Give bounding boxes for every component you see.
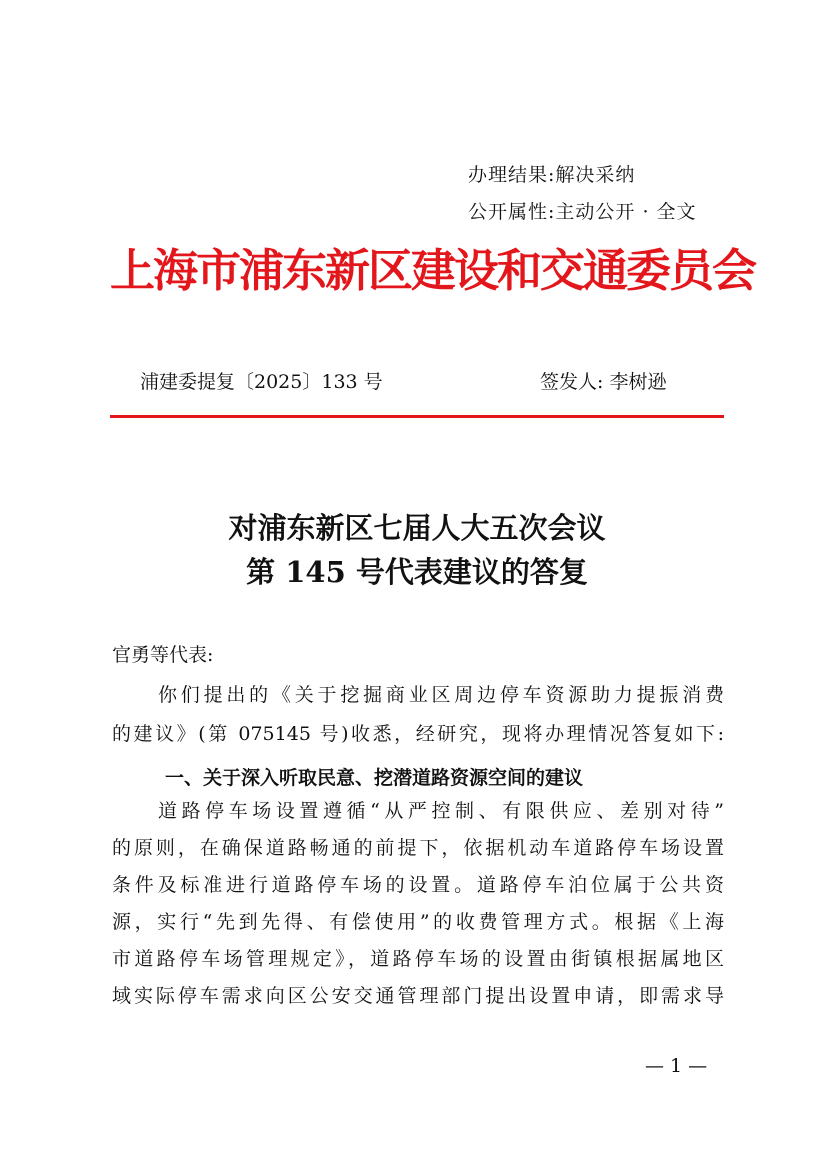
paragraph-line: 市道路停车场管理规定》，道路停车场的设置由街镇根据属地区 [112,948,724,970]
paragraph-line: 条件及标准进行道路停车场的设置。道路停车泊位属于公共资 [112,874,724,896]
paragraph-line: 域实际停车需求向区公安交通管理部门提出设置申请，即需求导 [112,985,724,1007]
meta-public-attribute: 公开属性:主动公开 · 全文 [468,201,697,223]
paragraph-line: 源，实行“先到先得、有偿使用”的收费管理方式。根据《上海 [112,911,724,933]
paragraph-line: 道路停车场设置遵循“从严控制、有限供应、差别对待” [158,800,724,822]
section-heading: 一、关于深入听取民意、挖潜道路资源空间的建议 [165,767,584,789]
meta-result: 办理结果:解决采纳 [468,164,636,186]
red-divider [110,415,724,418]
document-number: 浦建委提复〔2025〕133 号 [140,371,383,393]
intro-line: 你们提出的《关于挖掘商业区周边停车资源助力提振消费 [158,684,724,706]
agency-title: 上海市浦东新区建设和交通委员会 [110,244,756,297]
document-title-line-1: 对浦东新区七届人大五次会议 [228,511,606,545]
paragraph-line: 的原则，在确保道路畅通的前提下，依据机动车道路停车场设置 [112,837,724,859]
intro-line: 的建议》(第 075145 号)收悉，经研究，现将办理情况答复如下: [112,723,724,745]
document-title-line-2: 第 145 号代表建议的答复 [246,555,588,589]
page-number: — 1 — [645,1055,708,1077]
signer: 签发人: 李树逊 [540,371,667,393]
salutation: 官勇等代表: [112,644,214,666]
